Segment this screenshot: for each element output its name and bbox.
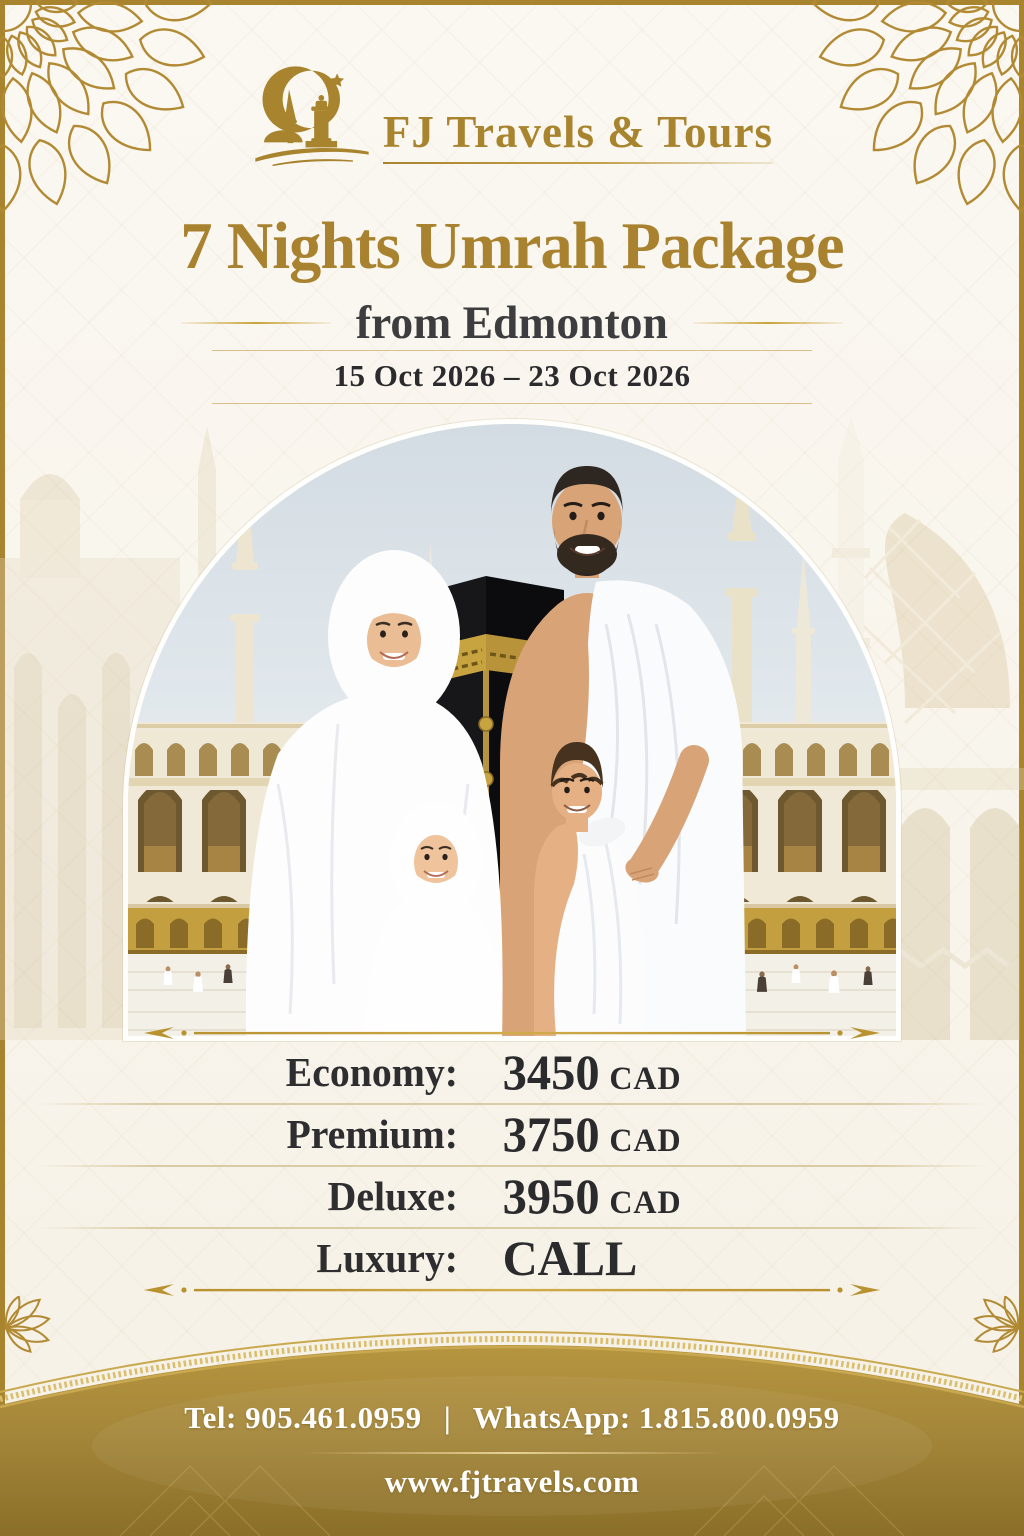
subtitle-row <box>0 296 1024 350</box>
page-title: 7 Nights Umrah Package <box>180 209 844 283</box>
row-separator <box>37 1103 987 1105</box>
price-label: Economy: <box>285 1049 458 1095</box>
contact-separator: | <box>443 1400 452 1435</box>
price-value: 3950 CAD <box>502 1168 682 1224</box>
contact-line <box>0 1400 1024 1436</box>
date-block <box>212 350 812 404</box>
brand-underline <box>383 162 773 165</box>
price-label: Deluxe: <box>327 1173 458 1219</box>
arrow-leaf-divider-icon <box>142 1025 882 1041</box>
subtitle-line-left <box>181 322 331 325</box>
arrow-leaf-divider-icon <box>142 1282 882 1298</box>
brand-name: FJ Travels & Tours <box>382 106 774 157</box>
whatsapp-number: WhatsApp: 1.815.800.0959 <box>472 1400 840 1435</box>
price-value: CALL <box>502 1230 638 1286</box>
price-row-premium <box>62 1103 962 1165</box>
price-label: Premium: <box>286 1111 458 1157</box>
website-url: www.fjtravels.com <box>384 1464 640 1499</box>
travel-dates: 15 Oct 2026 – 23 Oct 2026 <box>333 358 691 393</box>
price-value: 3450 CAD <box>502 1044 682 1100</box>
price-row-economy <box>62 1041 962 1103</box>
row-separator <box>37 1227 987 1229</box>
brand-logo <box>0 52 1024 174</box>
phone-number: Tel: 905.461.0959 <box>184 1400 422 1435</box>
price-row-luxury <box>62 1227 962 1289</box>
subtitle-line-right <box>693 322 843 325</box>
page-subtitle: from Edmonton <box>355 297 668 349</box>
price-value: 3750 CAD <box>502 1106 682 1162</box>
mosque-crescent-star-icon <box>251 52 373 174</box>
row-separator <box>37 1165 987 1167</box>
price-label: Luxury: <box>316 1235 458 1281</box>
footer-divider-line <box>302 1452 722 1454</box>
price-row-deluxe <box>62 1165 962 1227</box>
